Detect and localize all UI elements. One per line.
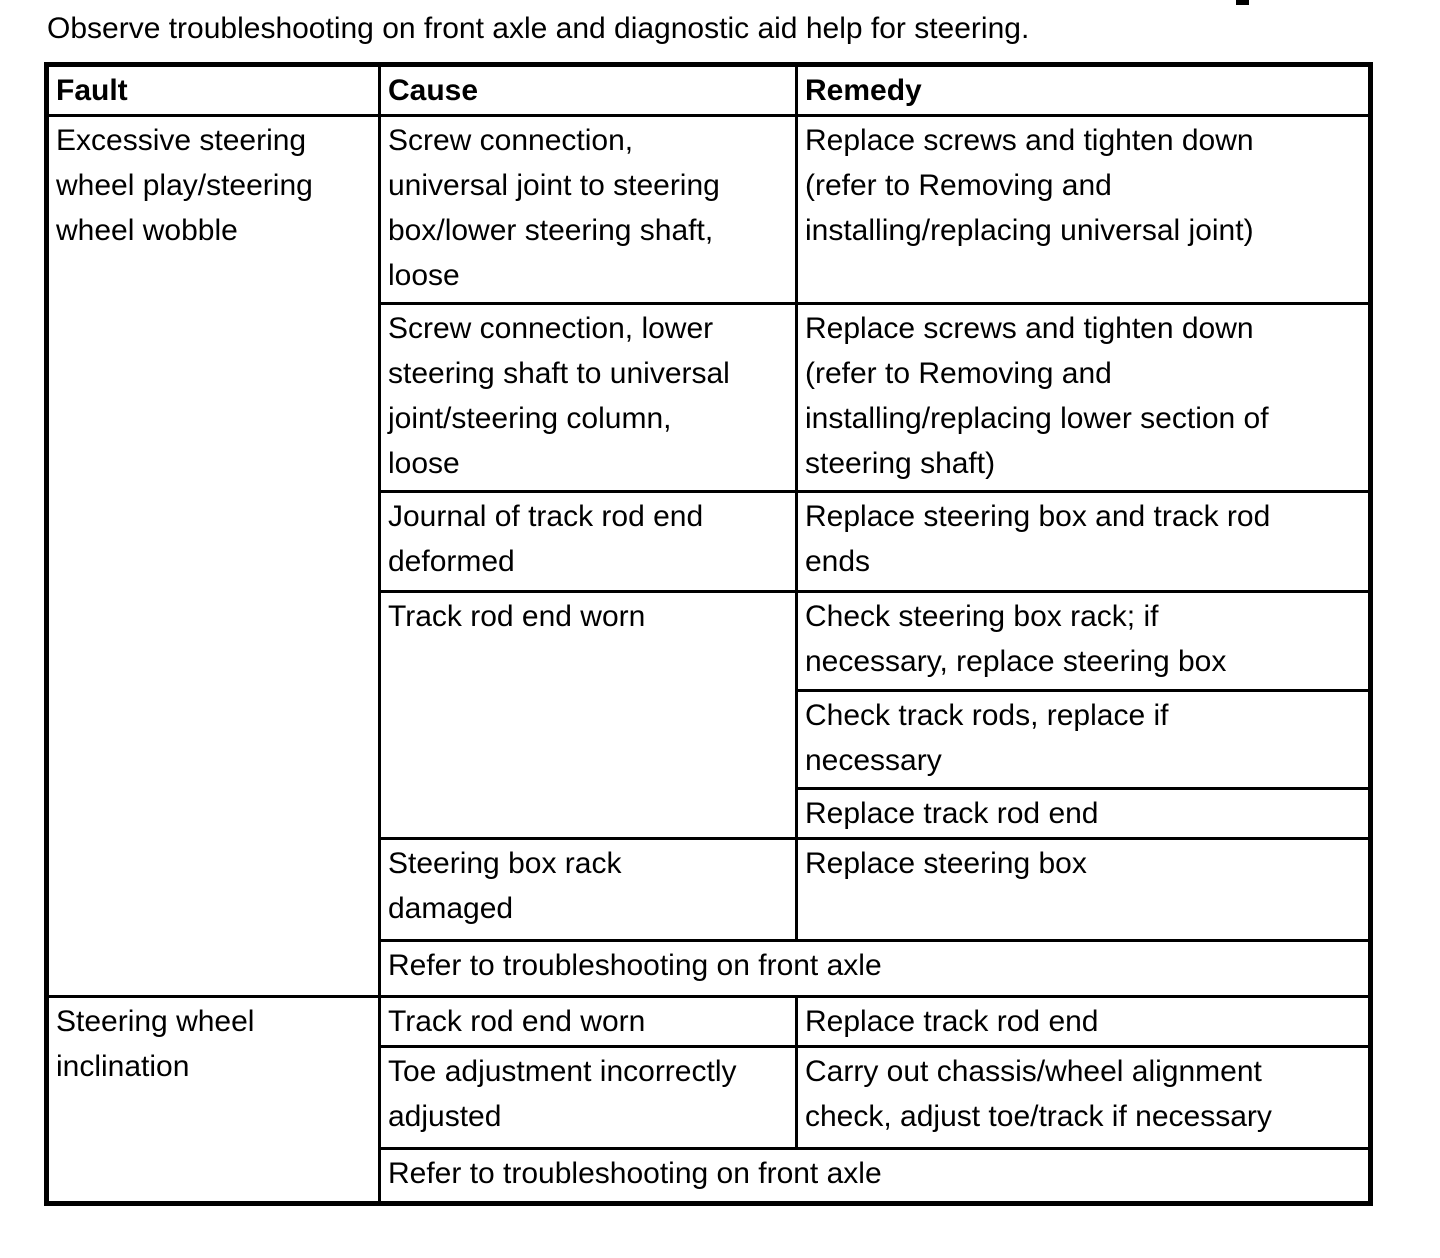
cause-cell: Journal of track rod end deformed — [380, 492, 797, 592]
cause-cell: Screw connection, lower steering shaft to universal joint/steering column, loose — [380, 304, 797, 492]
troubleshooting-table — [44, 62, 1373, 1206]
remedy-cell: Replace track rod end — [797, 789, 1371, 839]
section-footer-cell: Refer to troubleshooting on front axle — [380, 941, 1371, 997]
remedy-cell: Replace screws and tighten down (refer to Removing and installing/replacing universal joint) — [797, 116, 1371, 304]
remedy-column-header: Remedy — [797, 65, 1371, 116]
table-header-row — [47, 65, 1371, 116]
remedy-cell: Replace screws and tighten down (refer to Removing and installing/replacing lower section of steering shaft) — [797, 304, 1371, 492]
cropped-text-artifact — [1236, 0, 1249, 5]
intro-text: Observe troubleshooting on front axle and diagnostic aid help for steering. — [47, 12, 1030, 45]
remedy-cell: Check track rods, replace if necessary — [797, 691, 1371, 789]
remedy-cell: Replace steering box — [797, 839, 1371, 941]
cause-cell: Steering box rack damaged — [380, 839, 797, 941]
fault-cell: Steering wheel inclination — [47, 997, 380, 1204]
cause-cell: Screw connection, universal joint to steering box/lower steering shaft, loose — [380, 116, 797, 304]
remedy-cell: Replace steering box and track rod ends — [797, 492, 1371, 592]
cause-cell: Track rod end worn — [380, 592, 797, 839]
remedy-cell: Carry out chassis/wheel alignment check, adjust toe/track if necessary — [797, 1047, 1371, 1149]
remedy-cell: Check steering box rack; if necessary, replace steering box — [797, 592, 1371, 691]
fault-cell: Excessive steering wheel play/steering wheel wobble — [47, 116, 380, 997]
cause-cell: Toe adjustment incorrectly adjusted — [380, 1047, 797, 1149]
fault-column-header: Fault — [47, 65, 380, 116]
cause-column-header: Cause — [380, 65, 797, 116]
section-footer-cell: Refer to troubleshooting on front axle — [380, 1149, 1371, 1204]
table-row — [47, 997, 1371, 1047]
remedy-cell: Replace track rod end — [797, 997, 1371, 1047]
table-row — [47, 116, 1371, 304]
cause-cell: Track rod end worn — [380, 997, 797, 1047]
